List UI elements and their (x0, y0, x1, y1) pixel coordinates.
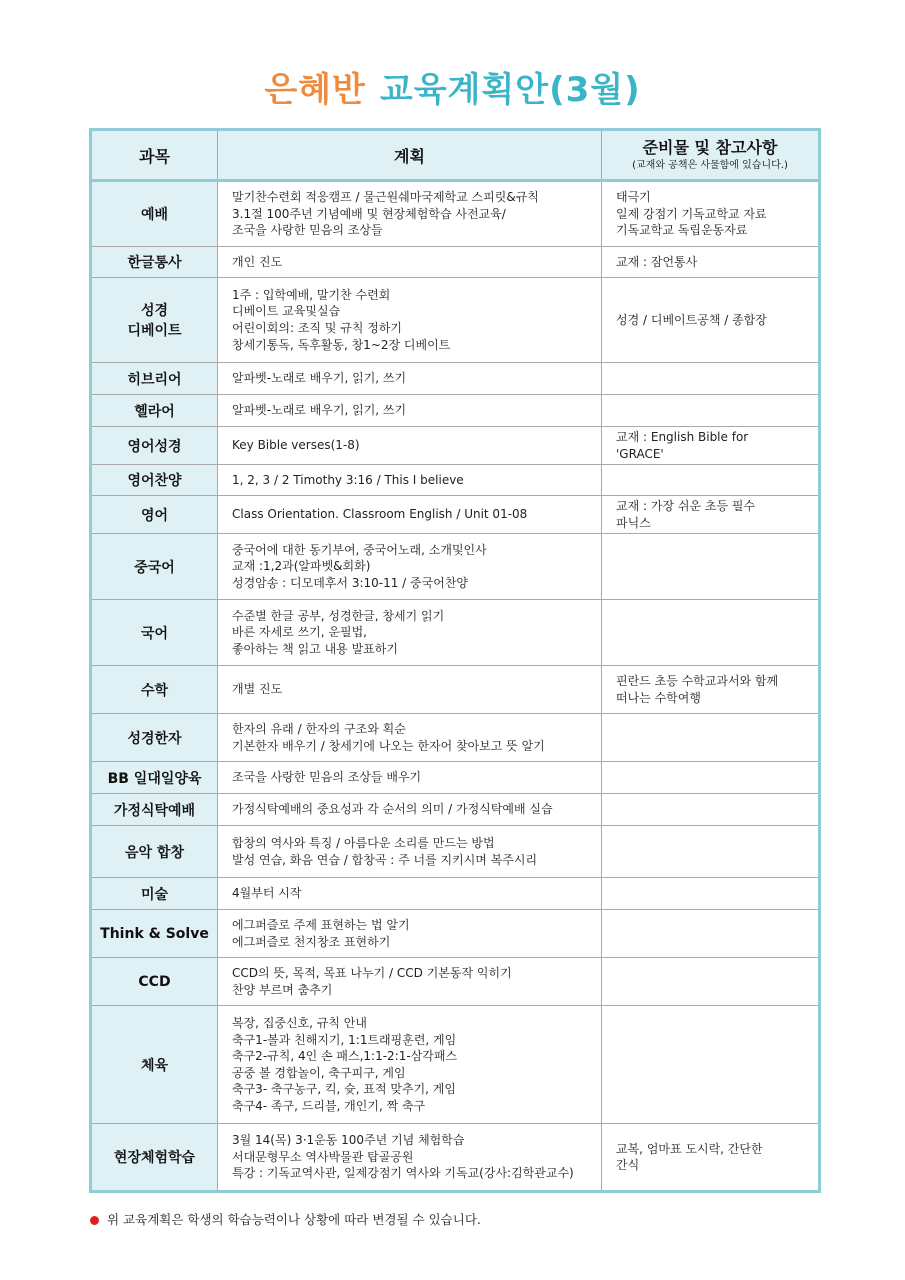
subject-cell (91, 496, 218, 534)
subject-cell (91, 247, 218, 278)
plan-line: 성경암송 : 디모데후서 3:10-11 / 중국어찬양 (232, 575, 468, 590)
table-row (91, 1124, 820, 1192)
subject-cell (91, 278, 218, 363)
table-row (91, 878, 820, 910)
subject-cell (91, 1006, 218, 1124)
table-header-row (91, 130, 820, 181)
plan-cell (218, 878, 602, 910)
table-row (91, 181, 820, 247)
plan-cell (218, 465, 602, 496)
subject-cell (91, 395, 218, 427)
plan-cell (218, 496, 602, 534)
plan-cell (218, 794, 602, 826)
materials-line: 핀란드 초등 수학교과서와 함께 (616, 674, 779, 689)
plan-line: 축구1-볼과 친해지기, 1:1트래핑훈련, 게임 (232, 1032, 457, 1047)
materials-cell (602, 496, 820, 534)
table-row (91, 534, 820, 600)
plan-cell (218, 826, 602, 878)
plan-line: 어린이회의: 조직 및 규칙 정하기 (232, 321, 402, 335)
subject-cell (91, 427, 218, 465)
subject-line: 영어 (140, 507, 169, 524)
plan-line: 에그퍼즐로 천지창조 표현하기 (232, 934, 391, 949)
materials-line: 교복, 엄마표 도시락, 간단한 (616, 1141, 763, 1156)
plan-cell (218, 363, 602, 395)
materials-line: 떠나는 수학여행 (616, 690, 701, 705)
materials-cell (602, 714, 820, 762)
subject-line: 한글통사 (127, 255, 182, 271)
subject-line: 영어찬양 (127, 473, 182, 490)
header-plan: 계획 (218, 130, 602, 181)
subject-line: 성경 (140, 303, 169, 319)
subject-line: BB 일대일양육 (107, 770, 202, 787)
plan-line: 수준별 한글 공부, 성경한글, 창세기 읽기 (232, 608, 445, 623)
plan-line: CCD의 뜻, 목적, 목표 나누기 / CCD 기본동작 익히기 (232, 966, 512, 981)
plan-line: 기본한자 배우기 / 창세기에 나오는 한자어 찾아보고 뜻 알기 (232, 738, 545, 753)
table-row (91, 278, 820, 363)
materials-line: 교재 : 가장 쉬운 초등 필수 (616, 499, 756, 514)
plan-line: 조국을 사랑한 믿음의 조상들 (232, 223, 383, 238)
header-subject: 과목 (91, 130, 218, 181)
materials-cell (602, 427, 820, 465)
plan-cell (218, 395, 602, 427)
materials-cell (602, 878, 820, 910)
plan-line: 가정식탁예배의 중요성과 각 순서의 의미 / 가정식탁예배 실습 (232, 802, 553, 817)
plan-cell (218, 1124, 602, 1192)
table-row (91, 794, 820, 826)
plan-line: 4월부터 시작 (232, 886, 302, 901)
plan-cell (218, 666, 602, 714)
plan-line: 말기찬수련회 적응캠프 / 물근원쉐마국제학교 스피릿&규칙 (232, 190, 539, 205)
table-row (91, 958, 820, 1006)
plan-line: Key Bible verses(1-8) (232, 438, 360, 453)
bullet-icon (90, 1216, 99, 1225)
plan-line: 3.1절 100주년 기념예배 및 현장체험학습 사전교육/ (232, 206, 506, 221)
subject-cell (91, 762, 218, 794)
table-row (91, 395, 820, 427)
plan-line: 중국어에 대한 동기부여, 중국어노래, 소개및인사 (232, 542, 487, 557)
table-row (91, 496, 820, 534)
subject-cell (91, 666, 218, 714)
materials-cell (602, 1006, 820, 1124)
plan-cell (218, 1006, 602, 1124)
footer-note (90, 1210, 481, 1228)
header-materials-note: (교재와 공책은 사물함에 있습니다.) (632, 159, 788, 171)
title-class-name: 은혜반 (264, 70, 366, 110)
plan-cell (218, 958, 602, 1006)
plan-cell (218, 910, 602, 958)
table-row (91, 465, 820, 496)
plan-line: 한자의 유래 / 한자의 구조와 획순 (232, 722, 406, 737)
subject-line: 미술 (140, 886, 169, 903)
subject-line: 영어성경 (127, 438, 182, 455)
plan-line: 1주 : 입학예배, 말기찬 수련회 (232, 287, 391, 302)
plan-line: 축구3- 축구농구, 킥, 슛, 표적 맞추기, 게임 (232, 1082, 456, 1097)
materials-line: 일제 강점기 기독교학교 자료 (616, 206, 767, 221)
plan-cell (218, 600, 602, 666)
header-materials (602, 130, 820, 181)
materials-cell (602, 762, 820, 794)
materials-cell (602, 363, 820, 395)
table-row (91, 600, 820, 666)
subject-cell (91, 714, 218, 762)
materials-cell (602, 247, 820, 278)
education-plan-table (89, 128, 821, 1193)
plan-line: 발성 연습, 화음 연습 / 합창곡 : 주 너를 지키시며 복주시리 (232, 852, 538, 867)
subject-line: 히브리어 (127, 371, 182, 388)
table-row (91, 427, 820, 465)
plan-line: 개별 진도 (232, 682, 283, 697)
materials-cell (602, 958, 820, 1006)
subject-line: 디베이트 (127, 323, 182, 339)
plan-line: 알파벳-노래로 배우기, 읽기, 쓰기 (232, 403, 407, 418)
materials-line: 파닉스 (616, 515, 651, 530)
subject-cell (91, 600, 218, 666)
subject-line: 체육 (140, 1057, 169, 1074)
subject-line: CCD (138, 973, 171, 990)
materials-cell (602, 666, 820, 714)
table-row (91, 714, 820, 762)
subject-line: 국어 (140, 625, 169, 642)
plan-line: 축구4- 족구, 드리블, 개인기, 짝 축구 (232, 1098, 426, 1113)
materials-cell (602, 794, 820, 826)
plan-cell (218, 278, 602, 363)
materials-cell (602, 600, 820, 666)
subject-line: 가정식탁예배 (113, 802, 196, 819)
subject-cell (91, 794, 218, 826)
plan-line: Class Orientation. Classroom English / Unit 01-08 (232, 507, 528, 522)
plan-line: 조국을 사랑한 믿음의 조상들 배우기 (232, 770, 422, 785)
subject-line: 중국어 (134, 559, 175, 576)
plan-line: 공중 볼 경합놀이, 축구피구, 게임 (232, 1065, 406, 1080)
plan-cell (218, 714, 602, 762)
subject-cell (91, 363, 218, 395)
plan-line: 바른 자세로 쓰기, 운필법, (232, 625, 367, 640)
plan-cell (218, 427, 602, 465)
subject-line: 예배 (140, 207, 169, 223)
subject-line: 현장체험학습 (113, 1150, 196, 1167)
plan-line: 창세기통독, 독후활동, 창1~2장 디베이트 (232, 337, 451, 352)
subject-line: 헬라어 (134, 403, 175, 420)
page-title (0, 62, 905, 111)
plan-line: 3월 14(목) 3·1운동 100주년 기념 체험학습 (232, 1133, 465, 1148)
table-row (91, 363, 820, 395)
plan-line: 찬양 부르며 춤추기 (232, 982, 333, 997)
header-materials-title: 준비물 및 참고사항 (642, 138, 778, 158)
materials-cell (602, 826, 820, 878)
plan-line: 특강 : 기독교역사관, 일제강점기 역사와 기독교(강사:김학관교수) (232, 1166, 574, 1181)
subject-line: 음악 합창 (125, 844, 184, 861)
subject-cell (91, 826, 218, 878)
materials-cell (602, 910, 820, 958)
subject-cell (91, 534, 218, 600)
table-row (91, 826, 820, 878)
subject-line: 수학 (140, 682, 169, 699)
materials-line: 'GRACE' (616, 446, 664, 461)
plan-line: 에그퍼즐로 주제 표현하는 법 알기 (232, 918, 410, 933)
materials-cell (602, 278, 820, 363)
subject-line: Think & Solve (100, 925, 209, 942)
subject-cell (91, 181, 218, 247)
materials-line: 교재 : 잠언통사 (616, 254, 698, 269)
table-row (91, 910, 820, 958)
plan-line: 축구2-규칙, 4인 손 패스,1:1-2:1-삼각패스 (232, 1049, 458, 1064)
table-row (91, 1006, 820, 1124)
subject-cell (91, 910, 218, 958)
subject-cell (91, 465, 218, 496)
subject-cell (91, 878, 218, 910)
footer-text: 위 교육계획은 학생의 학습능력이나 상황에 따라 변경될 수 있습니다. (107, 1212, 481, 1227)
plan-line: 서대문형무소 역사박물관 탑골공원 (232, 1149, 414, 1164)
plan-line: 합창의 역사와 특징 / 아름다운 소리를 만드는 방법 (232, 836, 495, 851)
title-plan-name: 교육계획안(3월) (379, 70, 641, 110)
plan-line: 복장, 집중신호, 규칙 안내 (232, 1016, 367, 1031)
plan-line: 좋아하는 책 읽고 내용 발표하기 (232, 641, 398, 656)
subject-cell (91, 1124, 218, 1192)
materials-line: 간식 (616, 1158, 640, 1173)
materials-line: 태극기 (616, 190, 651, 205)
plan-line: 교재 :1,2과(알파벳&회화) (232, 559, 371, 574)
plan-cell (218, 247, 602, 278)
plan-line: 디베이트 교육및실습 (232, 304, 341, 319)
materials-line: 성경 / 디베이트공책 / 종합장 (616, 312, 767, 327)
table-row (91, 762, 820, 794)
materials-line: 기독교학교 독립운동자료 (616, 223, 748, 238)
plan-line: 개인 진도 (232, 254, 283, 269)
table-row (91, 666, 820, 714)
plan-cell (218, 181, 602, 247)
plan-line: 1, 2, 3 / 2 Timothy 3:16 / This I believe (232, 472, 464, 487)
subject-cell (91, 958, 218, 1006)
plan-cell (218, 534, 602, 600)
subject-line: 성경한자 (127, 730, 182, 747)
materials-cell (602, 534, 820, 600)
materials-line: 교재 : English Bible for (616, 430, 749, 444)
materials-cell (602, 1124, 820, 1192)
materials-cell (602, 395, 820, 427)
materials-cell (602, 465, 820, 496)
materials-cell (602, 181, 820, 247)
table-row (91, 247, 820, 278)
plan-line: 알파벳-노래로 배우기, 읽기, 쓰기 (232, 371, 407, 386)
plan-cell (218, 762, 602, 794)
